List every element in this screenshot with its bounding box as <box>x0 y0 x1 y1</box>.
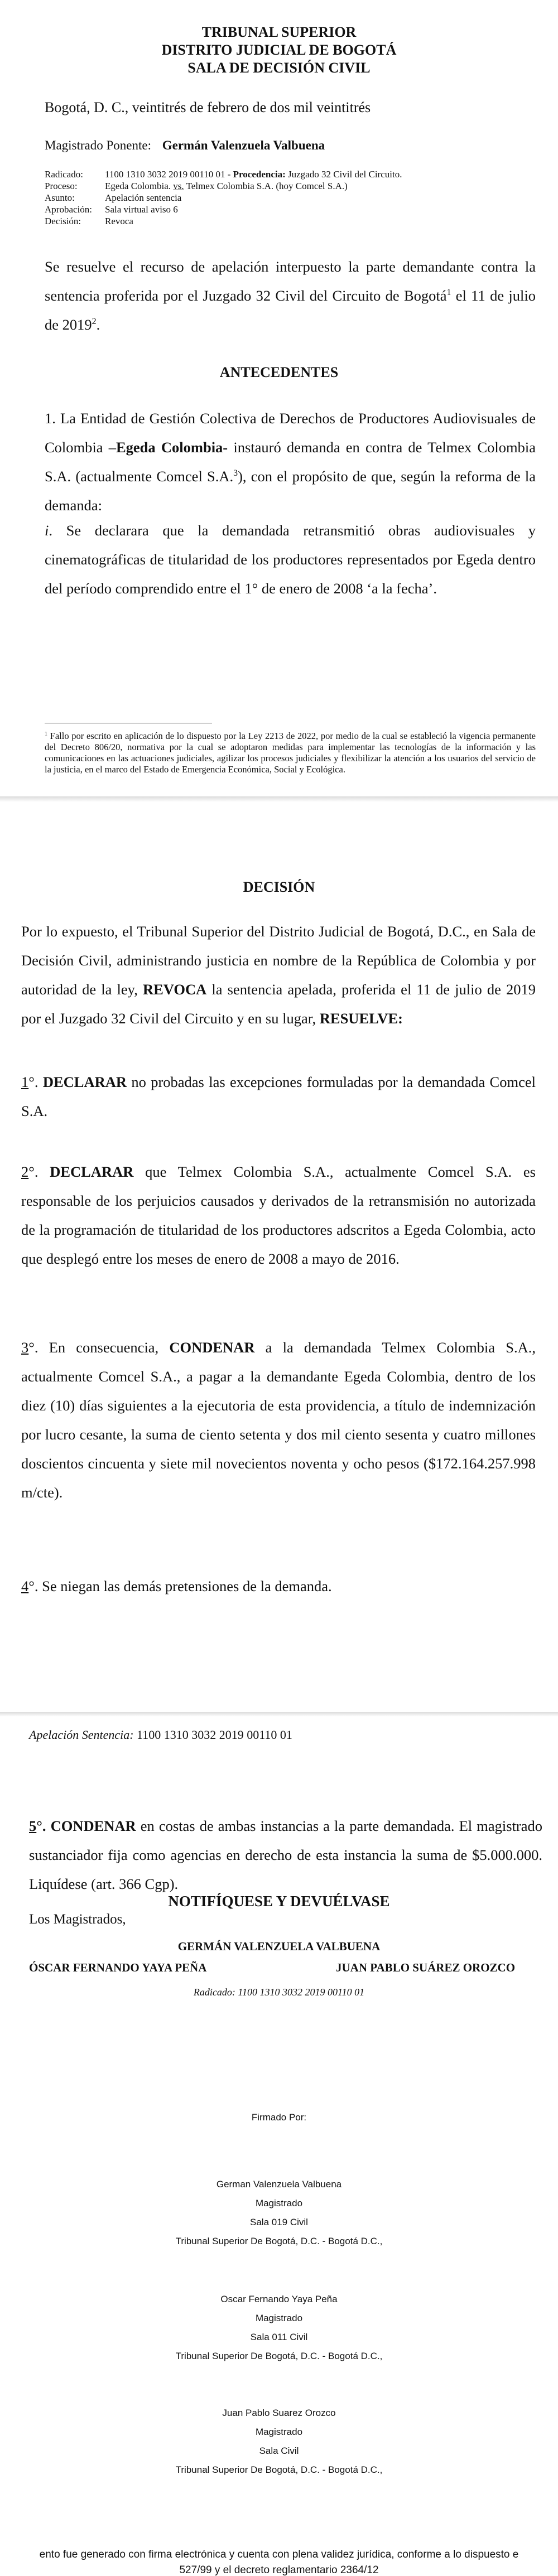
radicado-label: Radicado: <box>45 169 83 180</box>
running-header-label: Apelación Sentencia: <box>29 1728 134 1742</box>
proceso-part1: Egeda Colombia. <box>105 181 174 191</box>
intro-paragraph <box>45 252 536 339</box>
page-break-1 <box>0 796 558 802</box>
district-name: DISTRITO JUDICIAL DE BOGOTÁ <box>161 42 397 58</box>
esig-3-name: Juan Pablo Suarez Orozco <box>222 2408 336 2418</box>
antecedentes-p1-text-1: 1. La Entidad de Gestión Colectiva de Derechos de Productores Audiovisuales de Colombia – <box>45 410 536 456</box>
item-1-number: 1 <box>21 1074 29 1090</box>
esig-2-role: Magistrado <box>255 2313 303 2323</box>
item-2-text: que Telmex Colombia S.A., actualmente Comcel S.A. es responsable de los perjuicios causados y derivados de la retransmisión no autorizada de la programación de titularidad de los productores adscritos a Egeda Colombia, acto que desplegó entre los meses de enero de 2008 a mayo de 2016. <box>21 1163 536 1267</box>
item-3-verb: CONDENAR <box>169 1339 255 1356</box>
procedencia-value: Juzgado 32 Civil del Circuito. <box>285 169 402 180</box>
footnote-number: 1 <box>45 731 47 737</box>
item-1-verb: DECLARAR <box>42 1074 127 1090</box>
firmado-por: Firmado Por: <box>251 2112 307 2123</box>
decision-intro-text-2: la sentencia apelada, proferida el 11 de julio de 2019 por el Juzgado 32 Civil del Circuito y en su lugar, <box>21 981 536 1027</box>
esig-1-role: Magistrado <box>255 2198 303 2208</box>
antecedentes-p1-bold: Egeda Colombia- <box>116 439 228 456</box>
item-5-number: 5 <box>29 1818 37 1834</box>
intro-text-3: . <box>96 316 100 333</box>
procedencia-label: Procedencia: <box>233 169 286 180</box>
validity-line-2: 527/99 y el decreto reglamentario 2364/12 <box>179 2564 379 2576</box>
place-date: Bogotá, D. C., veintitrés de febrero de dos mil veintitrés <box>45 99 371 115</box>
aprobacion-label: Aprobación: <box>45 204 92 215</box>
item-1-text: no probadas las excepciones formuladas por la demandada Comcel S.A. <box>21 1074 536 1119</box>
ponente-label: Magistrado Ponente: <box>45 138 151 152</box>
esig-3-court: Tribunal Superior De Bogotá, D.C. - Bogotá D.C., <box>175 2464 383 2475</box>
item-3-number: 3 <box>21 1339 29 1356</box>
signatory-3: JUAN PABLO SUÁREZ OROZCO <box>336 1961 516 1974</box>
resolution-item-1 <box>21 1067 536 1125</box>
item-2-sep: °. <box>28 1163 50 1180</box>
decision-intro-text-1: Por lo expuesto, el Tribunal Superior del Distrito Judicial de Bogotá, D.C., en Sala de Decisión Civil, administrando justicia en nombre de la República de Colombia y por autoridad de la ley, <box>21 923 536 998</box>
proceso-part2: Telmex Colombia S.A. (hoy Comcel S.A.) <box>184 181 348 191</box>
item-5-sep: °. <box>36 1818 51 1834</box>
antecedentes-p1-text-3: ), con el propósito de que, según la reforma de la demanda: <box>45 468 536 514</box>
item-5-verb: CONDENAR <box>50 1818 136 1834</box>
ponente-name: Germán Valenzuela Valbuena <box>162 138 325 152</box>
esig-2-sala: Sala 011 Civil <box>250 2332 308 2342</box>
esig-2-name: Oscar Fernando Yaya Peña <box>220 2294 338 2304</box>
esig-1-name: German Valenzuela Valbuena <box>216 2179 342 2190</box>
chamber-name: SALA DE DECISIÓN CIVIL <box>187 60 371 76</box>
case-metadata <box>45 168 525 241</box>
item-2-verb: DECLARAR <box>50 1163 134 1180</box>
item-3-text: a la demandada Telmex Colombia S.A., actualmente Comcel S.A., a pagar a la demandante Egeda Colombia, dentro de los diez (10) días siguientes a la ejecutoria de esta providencia, a título de indemnización por lucro cesante, la suma de ciento setenta y dos mil ciento sesenta y cuatro millones doscientos cincuenta y siete mil novecientos noventa y ocho pesos ($172.164.257.998 m/cte). <box>21 1339 536 1501</box>
item-4-text: °. Se niegan las demás pretensiones de la demanda. <box>28 1578 332 1594</box>
radicado-value-group <box>105 168 402 180</box>
esig-1-sala: Sala 019 Civil <box>250 2217 308 2227</box>
footnote-ref-3: 3 <box>233 468 238 479</box>
item-4-number: 4 <box>21 1578 29 1594</box>
page-break-2 <box>0 1712 558 1717</box>
footnote-ref-1: 1 <box>446 288 451 298</box>
asunto-value: Apelación sentencia <box>105 192 182 203</box>
proceso-vs: vs. <box>173 181 184 191</box>
radicado-value: 1100 1310 3032 2019 00110 01 - <box>105 169 233 180</box>
aprobacion-value: Sala virtual aviso 6 <box>105 204 178 215</box>
ponente-line <box>45 138 325 153</box>
footnote-1 <box>45 731 536 789</box>
intro-text-1: Se resuelve el recurso de apelación interpuesto la parte demandante contra la sentencia proferida por el Juzgado 32 Civil del Circuito de Bogotá <box>45 258 536 304</box>
antecedentes-paragraph-1 <box>45 404 536 520</box>
footnote-text: Fallo por escrito en aplicación de lo dispuesto por la Ley 2213 de 2022, por medio de la cual se estableció la vigencia permanente del Decreto 806/20, normativa por la cual se adoptaron medidas para implementar las tecnologías de la información y las comunicaciones en las actuaciones judiciales, agilizar los procesos judiciales y flexibilizar la atención a los usuarios del servicio de la justicia, en el marco del Estado de Emergencia Económica, Social y Ecológica. <box>45 731 536 775</box>
decision-label: Decisión: <box>45 216 81 226</box>
proceso-label: Proceso: <box>45 181 78 191</box>
court-name: TRIBUNAL SUPERIOR <box>201 24 357 40</box>
item-marker-i: i <box>45 522 49 539</box>
esig-1-court: Tribunal Superior De Bogotá, D.C. - Bogotá D.C., <box>175 2236 383 2246</box>
item-1-sep: °. <box>28 1074 43 1090</box>
item-3-sep: °. En consecuencia, <box>28 1339 170 1356</box>
asunto-label: Asunto: <box>45 192 75 203</box>
running-header <box>29 1728 292 1742</box>
validity-line-1: ento fue generado con firma electrónica y cuenta con plena validez jurídica, conforme a lo dispuesto e <box>39 2549 519 2560</box>
antecedentes-heading: ANTECEDENTES <box>219 364 339 380</box>
intro-text-2: el 11 de julio de 2019 <box>45 287 536 333</box>
proceso-value-group <box>105 180 348 192</box>
resolution-item-2 <box>21 1157 536 1273</box>
esig-2-court: Tribunal Superior De Bogotá, D.C. - Bogotá D.C., <box>175 2351 383 2361</box>
item-5-text: en costas de ambas instancias a la parte demandada. El magistrado sustanciador fija como agencias en derecho de esta instancia la suma de $5.000.000. Liquídese (art. 366 Cgp). <box>29 1818 542 1892</box>
antecedentes-p1-text-2: instauró demanda en contra de Telmex Colombia S.A. (actualmente Comcel S.A. <box>45 439 536 485</box>
esig-3-role: Magistrado <box>255 2427 303 2437</box>
item-2-number: 2 <box>21 1163 29 1180</box>
decision-heading: DECISIÓN <box>243 879 315 895</box>
radicado-footer: Radicado: 1100 1310 3032 2019 00110 01 <box>193 1987 365 1998</box>
running-header-value: 1100 1310 3032 2019 00110 01 <box>133 1728 292 1742</box>
antecedentes-paragraph-2 <box>45 516 536 603</box>
esig-3-sala: Sala Civil <box>259 2445 299 2456</box>
signatory-1: GERMÁN VALENZUELA VALBUENA <box>177 1940 381 1953</box>
notify-heading: NOTIFÍQUESE Y DEVUÉLVASE <box>168 1893 390 1910</box>
resolution-item-3 <box>21 1333 536 1507</box>
antecedentes-p2-text: . Se declarara que la demandada retransmitió obras audiovisuales y cinematográficas de titularidad de los productores representados por Egeda dentro del período comprendido entre el 1° de enero de 2008 ‘a la fecha’. <box>45 522 536 597</box>
footnote-ref-2: 2 <box>92 317 97 327</box>
decision-intro <box>21 917 536 1033</box>
resolution-item-4 <box>21 1572 536 1601</box>
magistrados-label: Los Magistrados, <box>29 1912 126 1927</box>
decision-value: Revoca <box>105 216 133 226</box>
decision-revoca: REVOCA <box>142 981 207 998</box>
decision-resuelve: RESUELVE: <box>319 1010 403 1027</box>
signatory-2: ÓSCAR FERNANDO YAYA PEÑA <box>29 1961 207 1974</box>
resolution-item-5 <box>29 1811 542 1898</box>
